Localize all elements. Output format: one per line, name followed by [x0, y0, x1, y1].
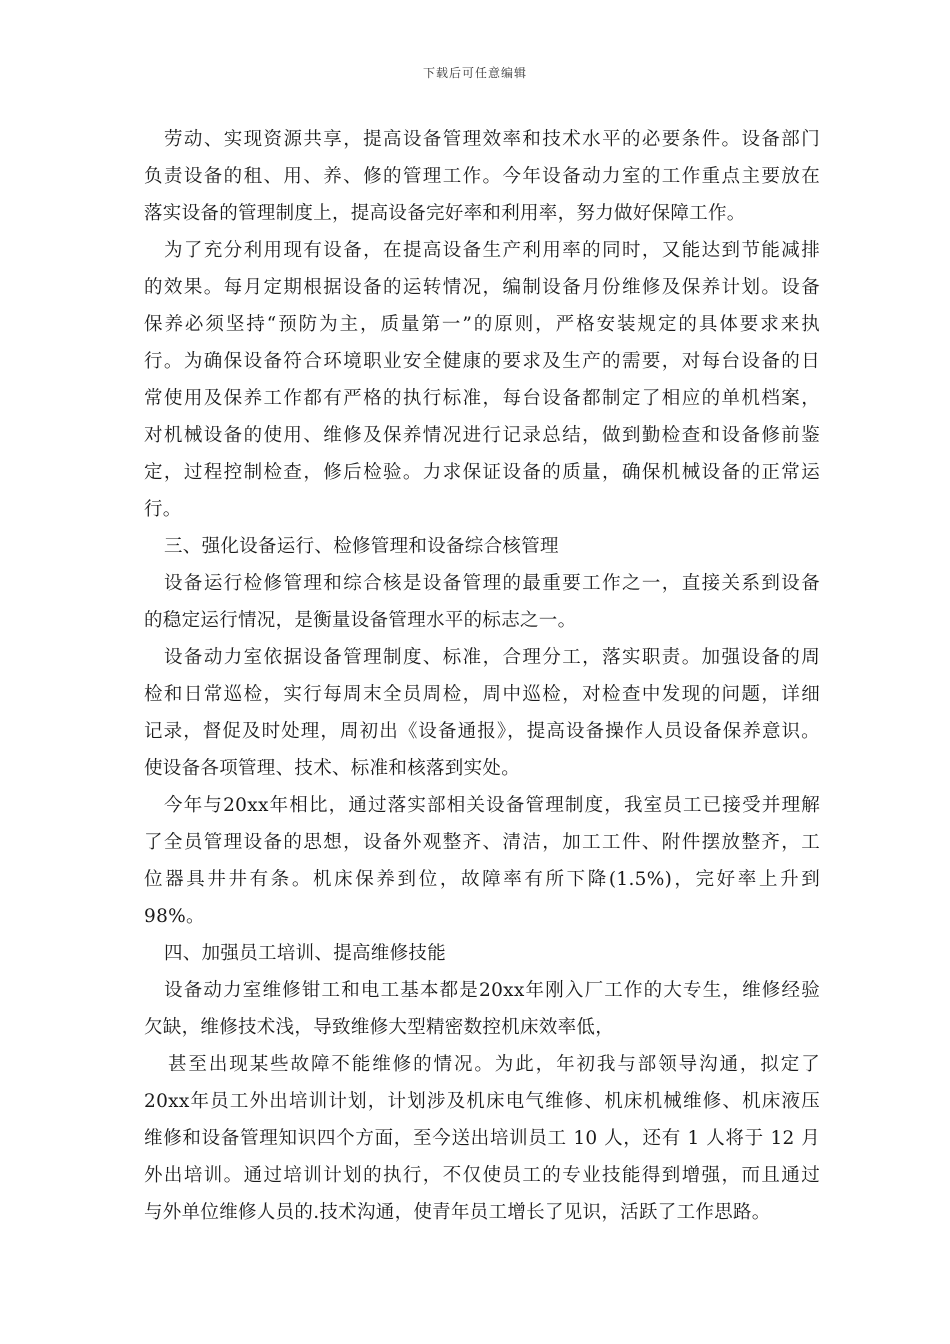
text-line: 今年与20xx年相比，通过落实部相关设备管理制度，我室员工已接受并理解	[164, 795, 820, 816]
document-body	[144, 121, 820, 1231]
text-line: 为了充分利用现有设备，在提高设备生产利用率的同时，又能达到节能减排	[164, 240, 820, 261]
text-line: 落实设备的管理制度上，提高设备完好率和利用率，努力做好保障工作。	[144, 203, 746, 224]
text-line: 检和日常巡检，实行每周末全员周检，周中巡检，对检查中发现的问题，详细	[144, 684, 820, 705]
page-header: 下载后可任意编辑	[422, 66, 527, 80]
text-line: 外出培训。通过培训计划的执行，不仅使员工的专业技能得到增强，而且通过	[144, 1165, 820, 1186]
text-line: 行。为确保设备符合环境职业安全健康的要求及生产的需要，对每台设备的日	[144, 351, 820, 372]
text-line: 使设备各项管理、技术、标准和核落到实处。	[144, 758, 521, 779]
text-line: 常使用及保养工作都有严格的执行标准，每台设备都制定了相应的单机档案，	[144, 388, 820, 409]
text-line: 欠缺，维修技术浅，导致维修大型精密数控机床效率低，	[144, 1017, 615, 1038]
text-line: 负责设备的租、用、养、修的管理工作。今年设备动力室的工作重点主要放在	[144, 166, 820, 187]
text-line: 的稳定运行情况，是衡量设备管理水平的标志之一。	[144, 610, 577, 631]
text-line: 设备动力室依据设备管理制度、标准，合理分工，落实职责。加强设备的周	[164, 647, 820, 668]
text-line: 保养必须坚持“预防为主，质量第一”的原则，严格安装规定的具体要求来执	[144, 314, 820, 335]
text-line: 劳动、实现资源共享，提高设备管理效率和技术水平的必要条件。设备部门	[164, 129, 820, 150]
text-line: 对机械设备的使用、维修及保养情况进行记录总结，做到勤检查和设备修前鉴	[144, 425, 820, 446]
text-line: 维修和设备管理知识四个方面，至今送出培训员工 10 人，还有 1 人将于 12 月	[144, 1128, 820, 1149]
text-line: 设备运行检修管理和综合核是设备管理的最重要工作之一，直接关系到设备	[164, 573, 820, 594]
text-line: 的效果。每月定期根据设备的运转情况，编制设备月份维修及保养计划。设备	[144, 277, 820, 298]
text-line: 位器具井井有条。机床保养到位，故障率有所下降(1.5%)，完好率上升到	[144, 869, 820, 890]
text-line: 20xx年员工外出培训计划，计划涉及机床电气维修、机床机械维修、机床液压	[144, 1091, 820, 1112]
text-line: 记录，督促及时处理，周初出《设备通报》，提高设备操作人员设备保养意识。	[144, 721, 820, 742]
section-heading-4: 四、加强员工培训、提高维修技能	[164, 943, 447, 964]
text-line: 了全员管理设备的思想，设备外观整齐、清洁，加工工件、附件摆放整齐，工	[144, 832, 820, 853]
text-line: 行。	[144, 499, 182, 520]
section-heading-3: 三、强化设备运行、检修管理和设备综合核管理	[164, 536, 559, 557]
text-line: 甚至出现某些故障不能维修的情况。为此，年初我与部领导沟通，拟定了	[168, 1054, 820, 1075]
text-line: 98%。	[144, 906, 205, 927]
text-line: 与外单位维修人员的.技术沟通，使青年员工增长了见识，活跃了工作思路。	[144, 1202, 771, 1223]
text-line: 定，过程控制检查，修后检验。力求保证设备的质量，确保机械设备的正常运	[144, 462, 820, 483]
text-line: 设备动力室维修钳工和电工基本都是20xx年刚入厂工作的大专生，维修经验	[164, 980, 820, 1001]
